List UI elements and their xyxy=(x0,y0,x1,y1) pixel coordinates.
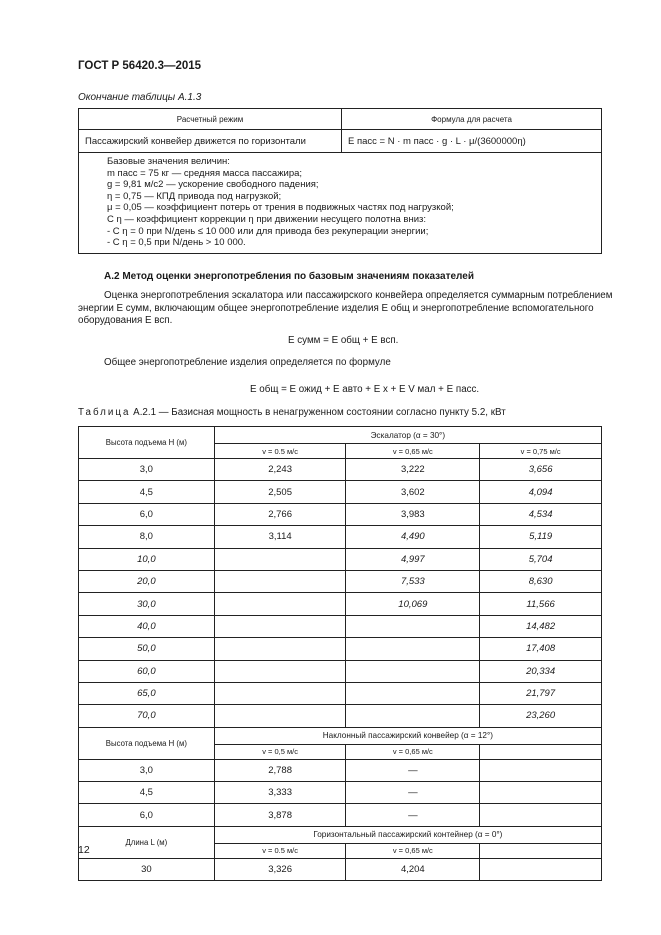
note-line: - C η = 0,5 при N/день > 10 000. xyxy=(107,237,246,249)
header-height-incl: Высота подъема H (м) xyxy=(79,727,215,759)
table-cell: 3,333 xyxy=(214,782,346,804)
table-cell xyxy=(480,759,602,781)
table-row xyxy=(79,682,602,704)
table-row xyxy=(79,759,602,781)
table-cell xyxy=(214,638,346,660)
group-horizontal: Горизонтальный пассажирский контейнер (α = 0°) xyxy=(214,826,601,843)
table-cell: 14,482 xyxy=(480,615,602,637)
table-cell: 4,534 xyxy=(480,503,602,525)
note-line: C η — коэффициент коррекции η при движении несущего полотна вниз: xyxy=(107,213,427,225)
table-cell: 6,0 xyxy=(79,503,215,525)
table-cell: 70,0 xyxy=(79,705,215,727)
table-cell: 5,119 xyxy=(480,526,602,548)
table-cell: 2,788 xyxy=(214,759,346,781)
table-cell xyxy=(480,782,602,804)
paragraph-intro: Оценка энергопотребления эскалатора или пассажирского конвейера определяется суммарным потреблением энергии E сумм, включающим общее энергопотребление изделия E общ и энергопотребление вспомогательного оборудования E всп. xyxy=(78,290,613,326)
table-row xyxy=(79,804,602,826)
table-row xyxy=(79,570,602,592)
table-cell: 4,5 xyxy=(79,782,215,804)
table-row xyxy=(79,782,602,804)
table-cell xyxy=(346,682,480,704)
note-line: η = 0,75 — КПД привода под нагрузкой; xyxy=(107,190,282,202)
table-cell: 3,0 xyxy=(79,459,215,481)
table-cell: 6,0 xyxy=(79,804,215,826)
table-cell: 2,243 xyxy=(214,459,346,481)
table-cell: — xyxy=(346,782,480,804)
speed-header: v = 0,65 м/с xyxy=(346,444,480,459)
horizontal-rows xyxy=(79,858,602,880)
escalator-rows xyxy=(79,459,602,728)
table-cell: 2,766 xyxy=(214,503,346,525)
formula-general: E общ = E ожид + E авто + E x + E V мал + E пасс. xyxy=(250,384,480,395)
table-cell xyxy=(214,615,346,637)
table-row xyxy=(79,858,602,880)
speed-header: v = 0,65 м/с xyxy=(346,843,480,858)
formula-total: E сумм = E общ + E всп. xyxy=(288,335,399,346)
table-cell: 3,878 xyxy=(214,804,346,826)
table-cell: 4,997 xyxy=(346,548,480,570)
table-cell: 65,0 xyxy=(79,682,215,704)
table-row xyxy=(79,660,602,682)
table-cell: 10,0 xyxy=(79,548,215,570)
table-cell: 3,114 xyxy=(214,526,346,548)
table-cell: 23,260 xyxy=(480,705,602,727)
table-cell: 20,334 xyxy=(480,660,602,682)
table-cell: 4,5 xyxy=(79,481,215,503)
table-cell xyxy=(214,570,346,592)
header-length: Длина L (м) xyxy=(79,826,215,858)
table-cell: — xyxy=(346,759,480,781)
table-cell: 30 xyxy=(79,858,215,880)
table-cell: 50,0 xyxy=(79,638,215,660)
paragraph-formula-intro: Общее энергопотребление изделия определяется по формуле xyxy=(104,357,391,368)
table-cell xyxy=(346,660,480,682)
speed-header: v = 0,65 м/с xyxy=(346,744,480,759)
speed-header-empty xyxy=(480,843,602,858)
table-cell xyxy=(214,593,346,615)
table-cell: 2,505 xyxy=(214,481,346,503)
table-row xyxy=(79,526,602,548)
table-a21 xyxy=(78,426,602,881)
caption-text: А.2.1 — Базисная мощность в ненагруженном состоянии согласно пункту 5.2, кВт xyxy=(133,407,506,418)
speed-header: v = 0,5 м/с xyxy=(214,744,346,759)
table-row xyxy=(79,481,602,503)
table-cell: 8,0 xyxy=(79,526,215,548)
speed-header: v = 0,75 м/с xyxy=(480,444,602,459)
table-cell: 3,0 xyxy=(79,759,215,781)
table-cell: 10,069 xyxy=(346,593,480,615)
table-cell: 20,0 xyxy=(79,570,215,592)
table-cell: 4,490 xyxy=(346,526,480,548)
note-line: - C η = 0 при N/день ≤ 10 000 или для привода без рекуперации энергии; xyxy=(107,225,429,237)
table-cell: 5,704 xyxy=(480,548,602,570)
table-cell xyxy=(480,858,602,880)
table-row xyxy=(79,503,602,525)
table-row xyxy=(79,548,602,570)
section-title: А.2 Метод оценки энергопотребления по базовым значениям показателей xyxy=(104,271,474,282)
speed-header: v = 0.5 м/с xyxy=(214,444,346,459)
note-line: m пасс = 75 кг — средняя масса пассажира; xyxy=(107,167,303,179)
table-cell: 7,533 xyxy=(346,570,480,592)
table-cell xyxy=(214,705,346,727)
speed-header-empty xyxy=(480,744,602,759)
table-a13-end xyxy=(78,108,602,254)
table-cell: 3,326 xyxy=(214,858,346,880)
speed-header: v = 0.5 м/с xyxy=(214,843,346,858)
table-continuation-label: Окончание таблицы А.1.3 xyxy=(78,92,202,103)
group-escalator: Эскалатор (α = 30°) xyxy=(214,427,601,444)
mode-cell: Пассажирский конвейер движется по горизонтали xyxy=(79,130,342,153)
header-height-esc: Высота подъема H (м) xyxy=(79,427,215,459)
table-cell: 21,797 xyxy=(480,682,602,704)
table-row xyxy=(79,615,602,637)
table-cell: — xyxy=(346,804,480,826)
table-cell xyxy=(214,548,346,570)
table-row xyxy=(79,638,602,660)
table-cell: 17,408 xyxy=(480,638,602,660)
table-cell: 3,983 xyxy=(346,503,480,525)
table-cell: 11,566 xyxy=(480,593,602,615)
table-cell: 30,0 xyxy=(79,593,215,615)
col-header-formula: Формула для расчета xyxy=(342,109,602,130)
note-line: g = 9,81 м/с2 — ускорение свободного падения; xyxy=(107,179,319,191)
table-cell: 3,602 xyxy=(346,481,480,503)
formula-cell: E пасс = N · m пасс · g · L · μ/(3600000η) xyxy=(342,130,602,153)
note-line: Базовые значения величин: xyxy=(107,156,230,167)
table-row xyxy=(79,705,602,727)
table-cell xyxy=(346,705,480,727)
table-cell xyxy=(346,615,480,637)
table-cell xyxy=(214,660,346,682)
base-values-notes xyxy=(79,153,602,254)
table-cell xyxy=(214,682,346,704)
table-cell: 4,094 xyxy=(480,481,602,503)
group-inclined: Наклонный пассажирский конвейер (α = 12°) xyxy=(214,727,601,744)
col-header-mode: Расчетный режим xyxy=(79,109,342,130)
table-cell: 40,0 xyxy=(79,615,215,637)
table-caption xyxy=(78,407,506,418)
inclined-rows xyxy=(79,759,602,826)
note-line: μ = 0,05 — коэффициент потерь от трения в подвижных частях под нагрузкой; xyxy=(107,202,454,214)
table-cell: 3,656 xyxy=(480,459,602,481)
page-number: 12 xyxy=(78,844,90,856)
table-cell: 4,204 xyxy=(346,858,480,880)
table-cell: 3,222 xyxy=(346,459,480,481)
table-row xyxy=(79,459,602,481)
table-cell xyxy=(346,638,480,660)
table-cell: 8,630 xyxy=(480,570,602,592)
caption-lead: Таблица xyxy=(78,407,131,418)
table-row xyxy=(79,593,602,615)
table-cell: 60,0 xyxy=(79,660,215,682)
table-cell xyxy=(480,804,602,826)
document-header: ГОСТ Р 56420.3—2015 xyxy=(78,60,202,72)
